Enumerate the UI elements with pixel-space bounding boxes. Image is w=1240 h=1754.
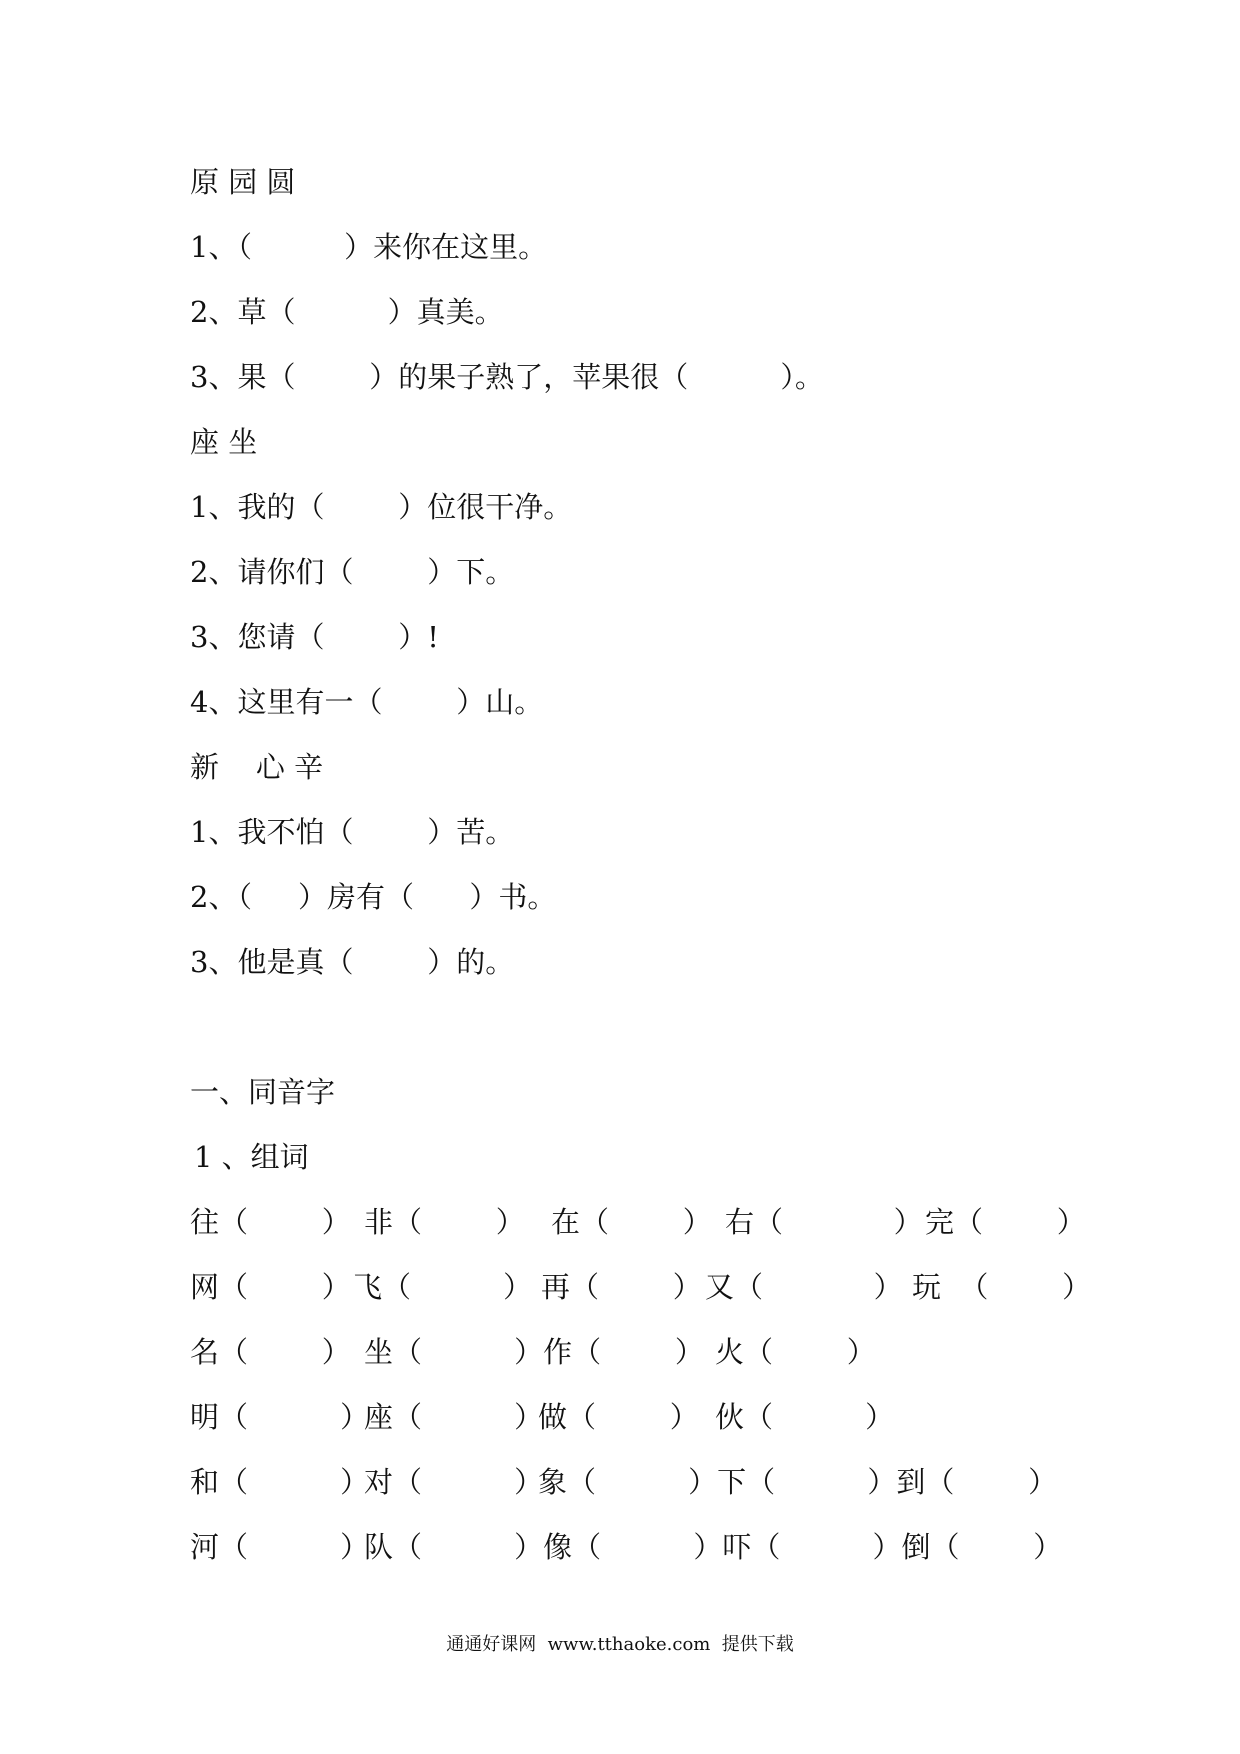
grid-cell: 完（ ） bbox=[925, 1205, 1086, 1239]
section-3-header: 新 心 辛 bbox=[190, 750, 324, 784]
grid-cell: 玩 （ ） bbox=[912, 1270, 1092, 1304]
grid-cell: 对（ ） bbox=[364, 1465, 544, 1499]
grid-cell: 和（ ） bbox=[190, 1465, 370, 1499]
grid-cell: 象（ ）下（ ）到（ ） bbox=[538, 1465, 1058, 1499]
grid-cell: 队（ ）像（ ）吓（ ）倒（ ） bbox=[364, 1530, 1063, 1564]
grid-cell: 名（ ） bbox=[190, 1335, 351, 1369]
section-3-item-1: 1、我不怕（ ）苦。 bbox=[190, 815, 515, 849]
grid-cell: 座（ ） bbox=[364, 1400, 544, 1434]
grid-cell: 坐（ ）作（ ） bbox=[364, 1335, 704, 1369]
grid-cell: 飞（ ） bbox=[353, 1270, 533, 1304]
grid-cell: 网（ ） bbox=[190, 1270, 351, 1304]
grid-cell: 又（ ） bbox=[705, 1270, 903, 1304]
section-3-item-2: 2、（ ）房有（ ）书。 bbox=[190, 880, 557, 914]
grid-cell: 在（ ） bbox=[551, 1205, 712, 1239]
part-1-title: 一、同音字 bbox=[190, 1075, 336, 1109]
section-1-item-1: 1、（ ）来你在这里。 bbox=[190, 230, 548, 264]
section-2-item-3: 3、您请（ ）! bbox=[190, 620, 439, 654]
section-2-item-2: 2、请你们（ ）下。 bbox=[190, 555, 515, 589]
grid-cell: 右（ ） bbox=[725, 1205, 923, 1239]
section-1-item-3: 3、果（ ）的果子熟了，苹果很（ ）。 bbox=[190, 360, 824, 394]
section-3-item-3: 3、他是真（ ）的。 bbox=[190, 945, 515, 979]
section-1-item-2: 2、草（ ）真美。 bbox=[190, 295, 504, 329]
section-2-item-4: 4、这里有一（ ）山。 bbox=[190, 685, 544, 719]
grid-cell: 非（ ） bbox=[364, 1205, 525, 1239]
grid-cell: 伙（ ） bbox=[715, 1400, 895, 1434]
grid-cell: 明（ ） bbox=[190, 1400, 370, 1434]
section-2-item-1: 1、我的（ ）位很干净。 bbox=[190, 490, 573, 524]
grid-cell: 河（ ） bbox=[190, 1530, 370, 1564]
grid-cell: 火（ ） bbox=[715, 1335, 876, 1369]
section-1-header: 原 园 圆 bbox=[190, 165, 296, 199]
grid-cell: 再（ ） bbox=[541, 1270, 702, 1304]
grid-cell: 往（ ） bbox=[190, 1205, 351, 1239]
grid-cell: 做（ ） bbox=[538, 1400, 699, 1434]
part-1-subtitle: 1 、组词 bbox=[194, 1140, 309, 1174]
footer: 通通好课网 www.tthaoke.com 提供下载 bbox=[446, 1634, 794, 1655]
section-2-header: 座 坐 bbox=[190, 425, 258, 459]
